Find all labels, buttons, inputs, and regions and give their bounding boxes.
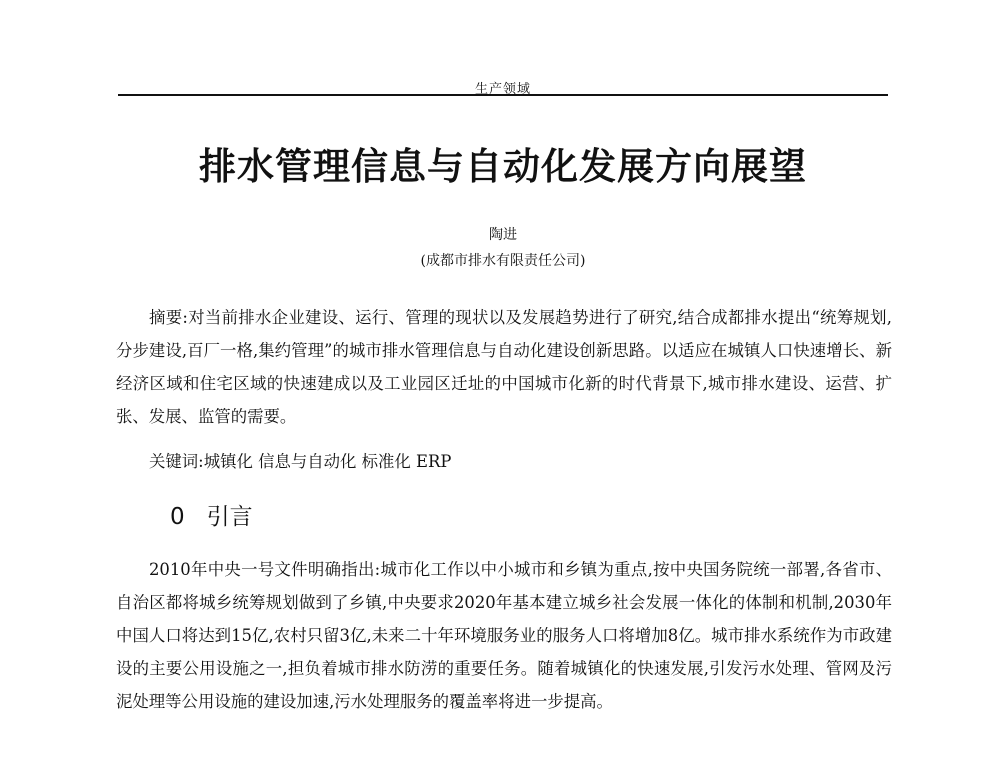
article-title: 排水管理信息与自动化发展方向展望 bbox=[199, 145, 807, 188]
intro-paragraph: 2010年中央一号文件明确指出:城市化工作以中小城市和乡镇为重点,按中央国务院统一部署,各省市、自治区都将城乡统筹规划做到了乡镇,中央要求2020年基本建立城乡社会发展一体化的体制和机制,2030年中国人口将达到15亿,农村只留3亿,未来二十年环境服务业的服务人口将增加8亿。城市排水系统作为市政建设的主要公用设施之一,担负着城市排水防涝的重要任务。随着城镇化的快速发展,引发污水处理、管网及污泥处理等公用设施的建设加速,污水处理服务的覆盖率将进一步提高。 bbox=[116, 560, 892, 711]
header-rule bbox=[118, 94, 888, 96]
abstract-paragraph: 摘要:对当前排水企业建设、运行、管理的现状以及发展趋势进行了研究,结合成都排水提出“统筹规划,分步建设,百厂一格,集约管理”的城市排水管理信息与自动化建设创新思路。以适应在城镇人口快速增长、新经济区域和住宅区域的快速建成以及工业园区迁址的中国城市化新的时代背景下,城市排水建设、运营、扩张、发展、监管的需要。 bbox=[116, 308, 892, 426]
author-name: 陶进 bbox=[489, 227, 517, 243]
section-title: 引言 bbox=[206, 504, 253, 530]
keywords-line: 关键词:城镇化 信息与自动化 标准化 ERP bbox=[149, 452, 452, 471]
section-heading bbox=[170, 498, 253, 531]
author-affiliation: (成都市排水有限责任公司) bbox=[420, 253, 586, 269]
section-number: 0 bbox=[170, 504, 185, 530]
running-header: 生产领域 bbox=[474, 82, 531, 97]
